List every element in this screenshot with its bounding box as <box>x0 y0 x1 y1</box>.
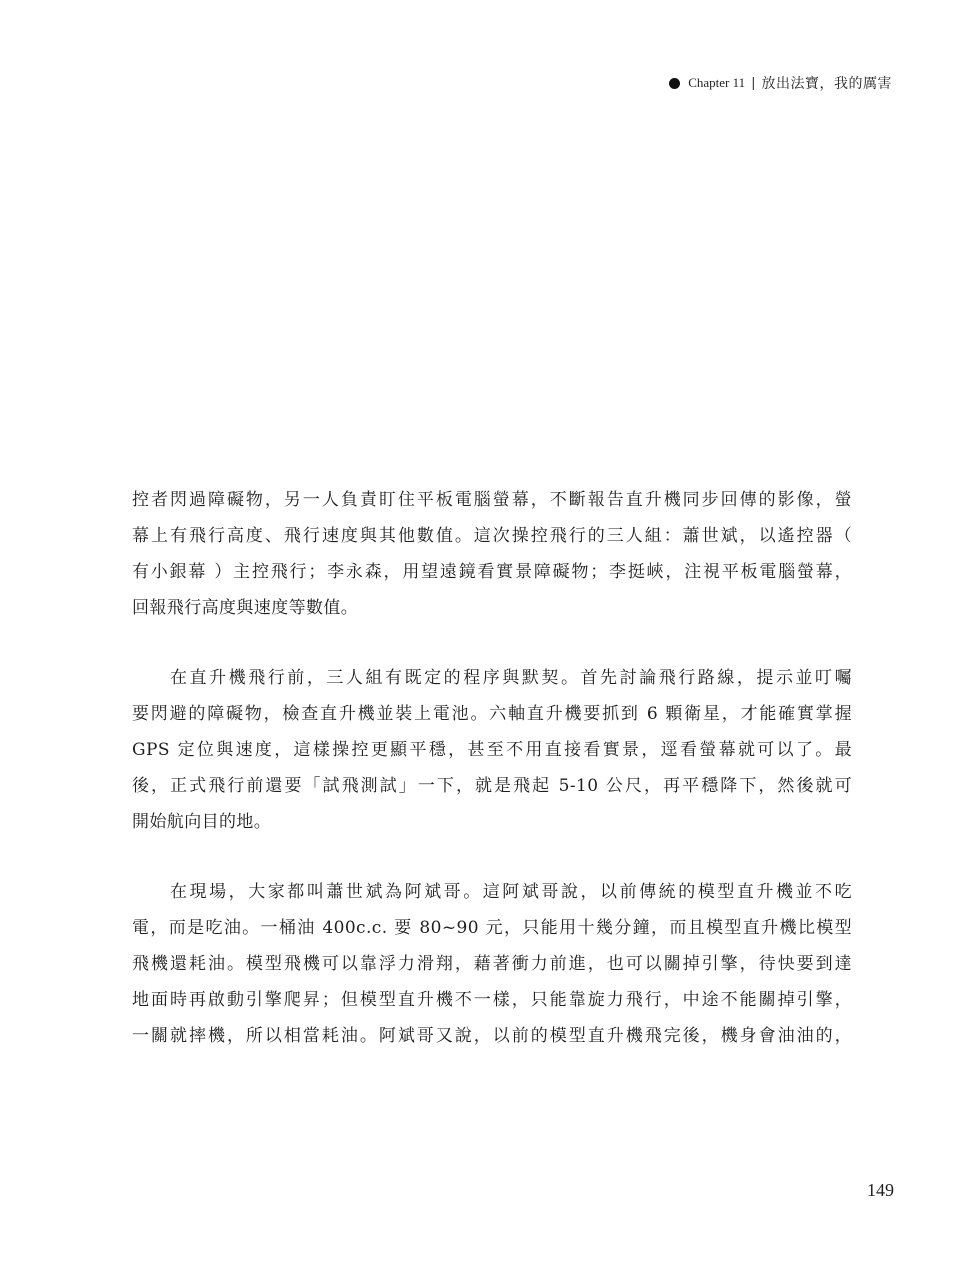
header-separator: | <box>751 75 756 91</box>
running-header <box>669 72 892 94</box>
paragraph-line: 回報飛行高度與速度等數值。 <box>132 598 359 618</box>
paragraph-line: 幕上有飛行高度、飛行速度與其他數值。這次操控飛行的三人組：蕭世斌，以遙控器（ <box>132 526 852 546</box>
paragraph-2 <box>132 660 852 840</box>
paragraph-line: 飛機還耗油。模型飛機可以靠浮力滑翔，藉著衝力前進，也可以關掉引擎，待快要到達 <box>132 954 852 974</box>
paragraph-line: 在現場，大家都叫蕭世斌為阿斌哥。這阿斌哥說，以前傳統的模型直升機並不吃 <box>170 882 852 902</box>
page-number: 149 <box>867 1180 894 1200</box>
paragraph-1 <box>132 482 852 626</box>
paragraph-3 <box>132 874 852 1054</box>
bullet-icon <box>669 78 680 89</box>
paragraph-line: 控者閃過障礙物，另一人負責盯住平板電腦螢幕，不斷報告直升機同步回傳的影像，螢 <box>132 490 852 510</box>
paragraph-line: 有小銀幕 ）主控飛行；李永森，用望遠鏡看實景障礙物；李挺峽，注視平板電腦螢幕， <box>132 562 852 582</box>
paragraph-line: 開始航向目的地。 <box>132 812 272 832</box>
paragraph-line: 一關就摔機，所以相當耗油。阿斌哥又說，以前的模型直升機飛完後，機身會油油的， <box>132 1026 852 1046</box>
paragraph-line: GPS 定位與速度，這樣操控更顯平穩，甚至不用直接看實景，逕看螢幕就可以了。最 <box>132 740 852 760</box>
paragraph-line: 在直升機飛行前，三人組有既定的程序與默契。首先討論飛行路線，提示並叮囑 <box>170 668 852 688</box>
chapter-title: 放出法寶，我的厲害 <box>761 76 892 92</box>
paragraph-line: 地面時再啟動引擎爬昇；但模型直升機不一樣，只能靠旋力飛行，中途不能關掉引擎， <box>132 990 852 1010</box>
paragraph-line: 後，正式飛行前還要「試飛測試」一下，就是飛起 5-10 公尺，再平穩降下，然後就可 <box>132 776 852 796</box>
chapter-label: Chapter 11 <box>688 75 746 90</box>
paragraph-line: 電，而是吃油。一桶油 400c.c. 要 80~90 元，只能用十幾分鐘，而且模型直升機比模型 <box>132 918 852 938</box>
paragraph-line: 要閃避的障礙物，檢查直升機並裝上電池。六軸直升機要抓到 6 顆衛星，才能確實掌握 <box>132 704 852 724</box>
